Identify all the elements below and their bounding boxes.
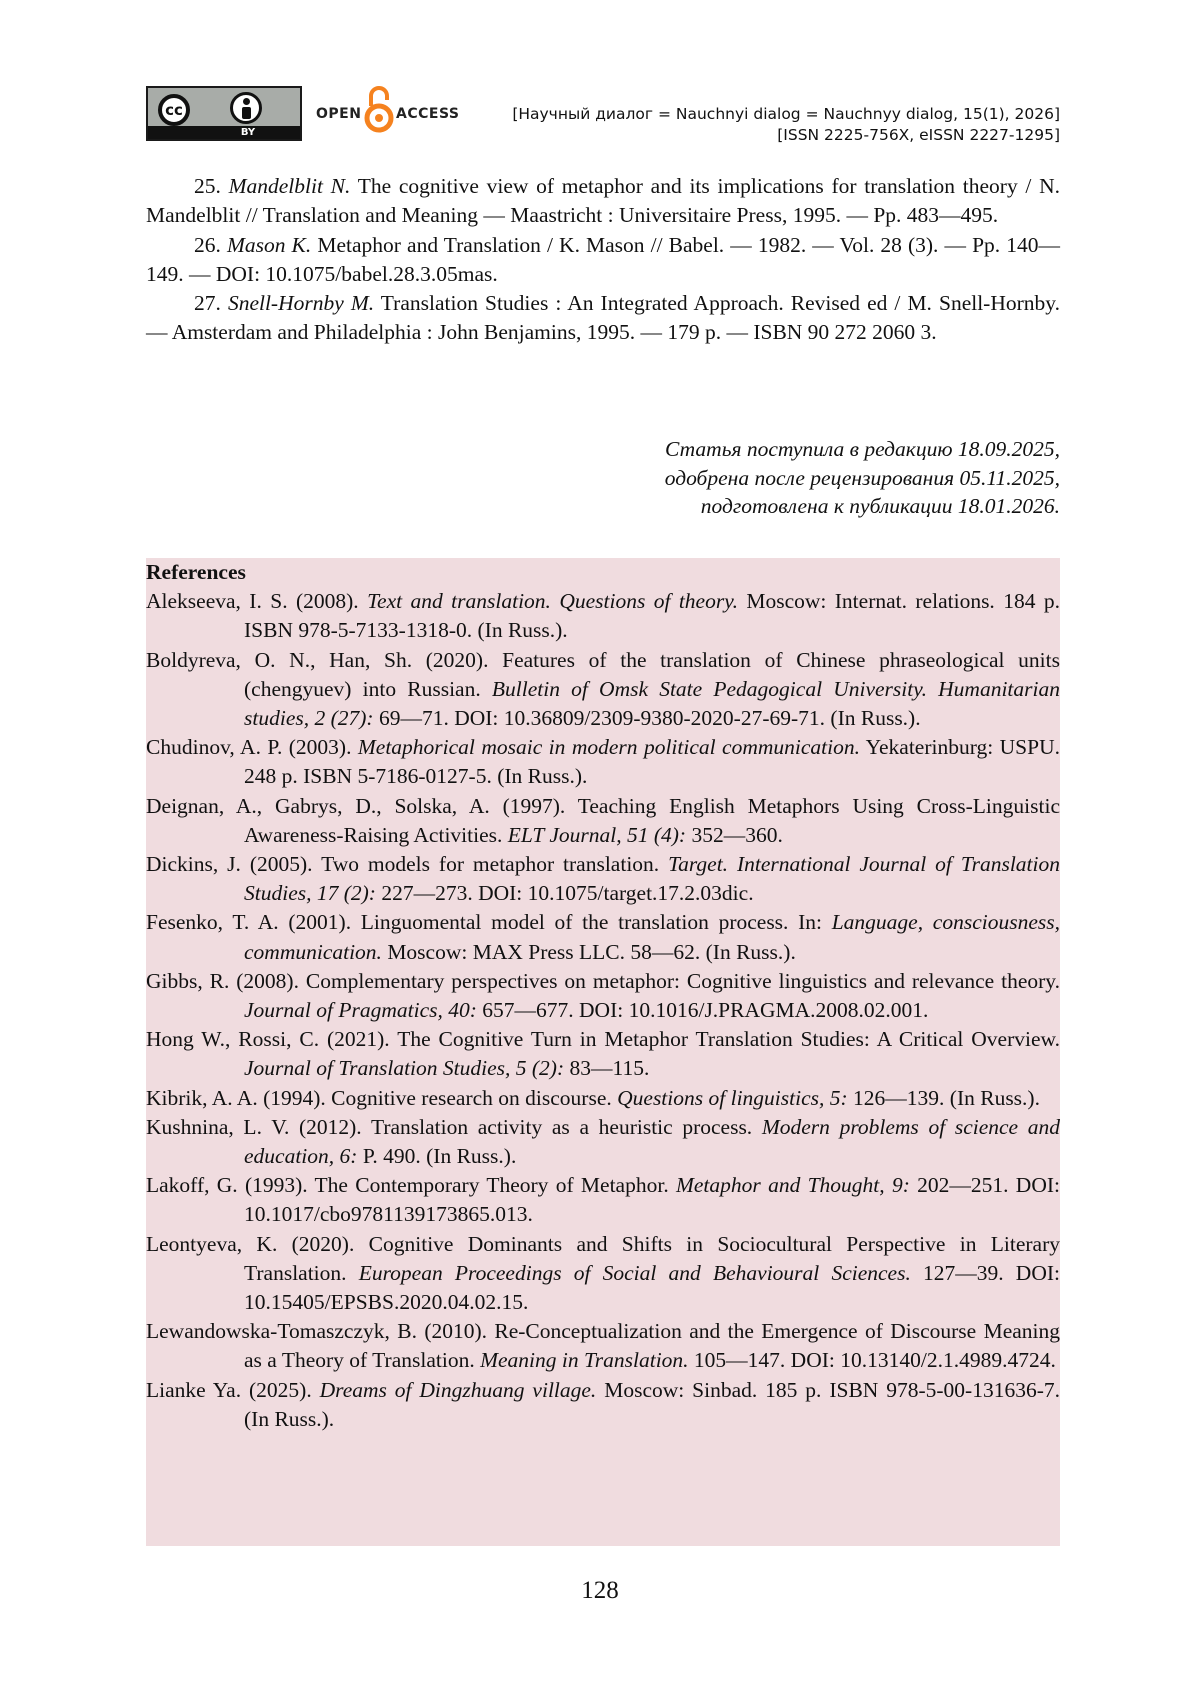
prepared-date: подготовлена к публикации 18.01.2026.: [700, 494, 1060, 518]
reference-number: 27.: [194, 291, 228, 316]
reference-item: [146, 967, 1060, 1025]
open-access-word-access: ACCESS: [396, 106, 460, 122]
reference-source: Dreams of Dingzhuang village.: [319, 1377, 597, 1402]
page-number: 128: [581, 1577, 619, 1604]
reference-author: Snell-Hornby M.: [227, 291, 375, 316]
reference-lead: Fesenko, T. A. (2001). Linguomental model of the translation process. In:: [146, 910, 832, 935]
reference-lead: Lianke Ya. (2025).: [146, 1377, 320, 1402]
reference-item: [146, 1084, 1060, 1113]
reference-text: Translation Studies : An Integrated Approach. Revised ed / M. Snell-Hornby. — Amsterdam and Philadelphia : John Benjamins, 1995. — 179 p. — ISBN 90 272 2060 3.: [146, 291, 1061, 345]
reference-tail: Moscow: Internat. relations. 184 p. ISBN 978-5-7133-1318-0. (In Russ.).: [244, 589, 1060, 643]
reference-tail: P. 490. (In Russ.).: [357, 1144, 517, 1169]
reference-25: [146, 172, 1060, 231]
person-body-shape: [242, 107, 251, 119]
attribution-person-icon: [230, 92, 262, 124]
reference-item: [146, 1230, 1060, 1318]
reference-item: [146, 733, 1060, 791]
reference-tail: 83—115.: [564, 1056, 650, 1081]
reference-lead: Lakoff, G. (1993). The Contemporary Theory of Metaphor.: [146, 1173, 676, 1198]
reference-item: [146, 1113, 1060, 1171]
reference-source: ELT Journal, 51 (4):: [507, 822, 687, 847]
article-dates: [665, 435, 1060, 521]
reference-tail: 352—360.: [686, 822, 783, 847]
reference-item: [146, 1025, 1060, 1083]
reference-source: Bulletin of Omsk State Pedagogical University. Humanitarian studies, 2 (27):: [244, 676, 1060, 731]
reference-source: Metaphorical mosaic in modern political communication.: [357, 735, 860, 760]
reference-lead: Leontyeva, K. (2020). Cognitive Dominants and Shifts in Sociocultural Perspective in Literary Translation.: [146, 1231, 1060, 1285]
approved-date: одобрена после рецензирования 05.11.2025,: [664, 465, 1060, 490]
reference-lead: Lewandowska-Tomaszczyk, B. (2010). Re-Conceptualization and the Emergence of Discourse Meaning as a Theory of Translation.: [146, 1319, 1060, 1373]
reference-source: Language, consciousness, communication.: [244, 910, 1060, 964]
reference-number: 26.: [194, 232, 227, 257]
reference-item: [146, 1171, 1060, 1229]
reference-source: Questions of linguistics, 5:: [617, 1085, 848, 1110]
open-access-logo: [316, 84, 466, 144]
reference-author: Mandelblit N.: [228, 174, 351, 198]
numbered-references: [146, 172, 1060, 348]
open-access-lock-icon: [364, 84, 394, 134]
page-header: [146, 84, 1060, 146]
reference-lead: Gibbs, R. (2008). Complementary perspectives on metaphor: Cognitive linguistics and relevance theory.: [146, 968, 1060, 993]
reference-item: [146, 792, 1060, 850]
reference-text: The cognitive view of metaphor and its implications for translation theory / N. Mandelblit // Translation and Meaning — Maastricht : Universitaire Press, 1995. — Pp. 483—495.: [146, 174, 1061, 228]
reference-tail: 202—251. DOI: 10.1017/cbo9781139173865.013.: [244, 1173, 1060, 1227]
reference-tail: 126—139. (In Russ.).: [847, 1085, 1040, 1110]
by-label: BY: [148, 126, 300, 139]
reference-tail: Moscow: MAX Press LLC. 58—62. (In Russ.).: [381, 939, 796, 964]
reference-source: Target. International Journal of Translation Studies, 17 (2):: [244, 852, 1060, 906]
journal-title-line: [Научный диалог = Nauchnyi dialog = Nauchnyy dialog, 15(1), 2026]: [512, 105, 1060, 123]
references-section: [146, 558, 1060, 1546]
reference-source: Modern problems of science and education, 6:: [244, 1114, 1060, 1169]
reference-tail: Moscow: Sinbad. 185 p. ISBN 978-5-00-131636-7. (In Russ.).: [244, 1377, 1060, 1431]
reference-lead: Kibrik, A. A. (1994). Cognitive research on discourse.: [146, 1085, 618, 1110]
reference-source: European Proceedings of Social and Behavioural Sciences.: [358, 1260, 911, 1285]
reference-lead: Dickins, J. (2005). Two models for metaphor translation.: [146, 852, 669, 877]
reference-26: [146, 231, 1060, 290]
reference-source: Text and translation. Questions of theory.: [367, 589, 738, 614]
cc-by-license-badge: [146, 86, 302, 141]
reference-tail: 105—147. DOI: 10.13140/2.1.4989.4724.: [688, 1348, 1056, 1373]
reference-item: [146, 646, 1060, 734]
reference-tail: 657—677. DOI: 10.1016/J.PRAGMA.2008.02.001.: [476, 998, 929, 1023]
received-date: Статья поступила в редакцию 18.09.2025,: [664, 437, 1060, 461]
reference-lead: Kushnina, L. V. (2012). Translation activity as a heuristic process.: [146, 1114, 762, 1139]
reference-item: [146, 587, 1060, 645]
reference-item: [146, 908, 1060, 966]
reference-source: Metaphor and Thought, 9:: [675, 1173, 910, 1198]
references-heading: References: [146, 560, 246, 584]
person-head-shape: [243, 98, 250, 105]
reference-number: 25.: [194, 174, 229, 198]
reference-tail: 69—71. DOI: 10.36809/2309-9380-2020-27-69-71. (In Russ.).: [373, 706, 921, 731]
reference-27: [146, 289, 1060, 348]
reference-lead: Deignan, A., Gabrys, D., Solska, A. (1997). Teaching English Metaphors Using Cross-Linguistic Awareness-Raising Activities.: [146, 793, 1060, 847]
reference-source: Meaning in Translation.: [480, 1348, 689, 1373]
reference-source: Journal of Pragmatics, 40:: [244, 998, 477, 1023]
open-access-word-open: OPEN: [316, 106, 362, 122]
reference-source: Journal of Translation Studies, 5 (2):: [244, 1056, 565, 1081]
journal-issn-line: [ISSN 2225-756X, eISSN 2227-1295]: [777, 126, 1060, 144]
reference-lead: Boldyreva, O. N., Han, Sh. (2020). Features of the translation of Chinese phraseological units (chengyuev) into Russian.: [146, 647, 1060, 701]
reference-item: [146, 1376, 1060, 1434]
reference-author: Mason K.: [226, 232, 312, 257]
reference-tail: 127—39. DOI: 10.15405/EPSBS.2020.04.02.15.: [244, 1260, 1060, 1315]
journal-citation: [512, 104, 1060, 146]
reference-item: [146, 850, 1060, 908]
reference-tail: 227—273. DOI: 10.1075/target.17.2.03dic.: [375, 881, 754, 906]
reference-item: [146, 1317, 1060, 1375]
reference-lead: Chudinov, A. P. (2003).: [146, 735, 358, 760]
reference-tail: Yekaterinburg: USPU. 248 p. ISBN 5-7186-0127-5. (In Russ.).: [244, 735, 1060, 789]
cc-icon: cc: [158, 94, 190, 126]
reference-lead: Alekseeva, I. S. (2008).: [146, 589, 368, 614]
reference-text: Metaphor and Translation / K. Mason // Babel. — 1982. — Vol. 28 (3). — Pp. 140—149. — DOI: 10.1075/babel.28.3.05mas.: [146, 232, 1060, 286]
reference-lead: Hong W., Rossi, C. (2021). The Cognitive Turn in Metaphor Translation Studies: A Critical Overview.: [146, 1027, 1060, 1052]
